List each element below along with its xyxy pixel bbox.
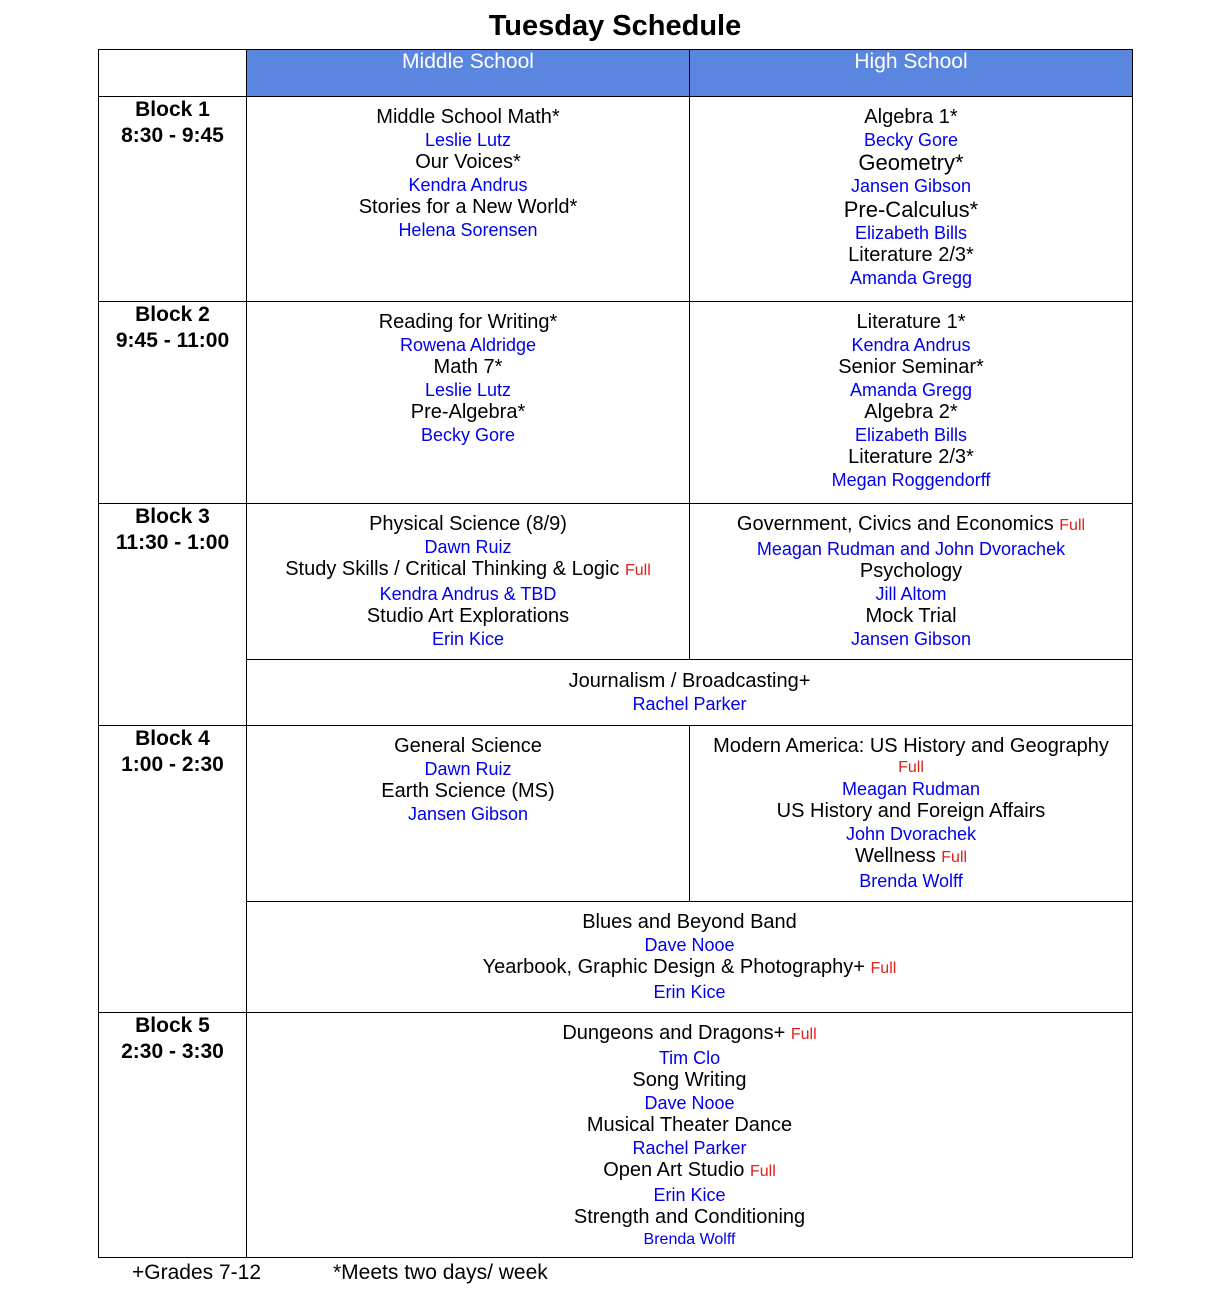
course-title: General Science <box>394 735 542 757</box>
course-line <box>690 513 1132 538</box>
course-title: US History and Foreign Affairs <box>776 800 1046 822</box>
course-title: Our Voices* <box>415 151 521 173</box>
teacher-name: Tim Clo <box>658 1047 721 1068</box>
teacher-name: Leslie Lutz <box>424 379 512 400</box>
course-title: Modern America: US History and Geography <box>713 735 1109 757</box>
course-title: Middle School Math* <box>376 106 560 128</box>
middle-school-cell <box>247 504 690 660</box>
block-time: 2:30 - 3:30 <box>121 1040 224 1063</box>
header-row <box>99 50 1133 97</box>
high-school-header: High School <box>690 50 1133 97</box>
course-title: Government, Civics and Economics <box>736 513 1054 535</box>
teacher-name: Elizabeth Bills <box>854 424 968 445</box>
high-school-cell <box>690 726 1133 902</box>
grades-footnote: +Grades 7-12 <box>132 1261 261 1284</box>
course-title: Stories for a New World* <box>358 196 578 218</box>
teacher-name: Dave Nooe <box>644 934 735 955</box>
teacher-name: Rachel Parker <box>632 1137 747 1158</box>
course-title: Studio Art Explorations <box>366 605 570 627</box>
course-line <box>247 956 1132 981</box>
course-title: Wellness <box>854 845 936 867</box>
block-label <box>99 97 247 302</box>
shared-cell <box>247 1013 1133 1258</box>
schedule-table <box>98 49 1133 1258</box>
meets-footnote: *Meets two days/ week <box>333 1261 548 1284</box>
teacher-name: Helena Sorensen <box>398 219 538 240</box>
shared-cell <box>247 660 1133 726</box>
teacher-name: Meagan Rudman <box>841 778 981 799</box>
block-name: Block 3 <box>135 505 210 528</box>
page-title: Tuesday Schedule <box>488 10 742 42</box>
course-title: Yearbook, Graphic Design & Photography+ <box>482 956 865 978</box>
full-badge: Full <box>1059 517 1086 534</box>
teacher-name: Becky Gore <box>863 129 959 150</box>
block-3-shared-row <box>99 660 1133 726</box>
shared-cell <box>247 902 1133 1013</box>
teacher-name: Dawn Ruiz <box>424 758 512 779</box>
course-line <box>247 1159 1132 1184</box>
teacher-name: Megan Roggendorff <box>831 469 991 490</box>
block-3-row <box>99 504 1133 660</box>
middle-school-cell <box>247 726 690 902</box>
course-title: Geometry* <box>858 150 964 175</box>
course-title: Journalism / Broadcasting+ <box>568 670 811 692</box>
teacher-name: Dawn Ruiz <box>424 536 512 557</box>
block-4-shared-row <box>99 902 1133 1013</box>
middle-school-cell <box>247 302 690 504</box>
course-title: Song Writing <box>632 1069 747 1091</box>
teacher-name: Kendra Andrus <box>851 334 971 355</box>
course-title: Dungeons and Dragons+ <box>562 1022 786 1044</box>
teacher-name: Jansen Gibson <box>850 176 972 196</box>
teacher-name: Kendra Andrus & TBD <box>379 583 557 604</box>
middle-school-cell <box>247 97 690 302</box>
block-time: 1:00 - 2:30 <box>121 753 224 776</box>
course-line <box>247 1022 1132 1047</box>
teacher-name: John Dvorachek <box>845 823 977 844</box>
teacher-name: Becky Gore <box>420 424 516 445</box>
teacher-name: Amanda Gregg <box>849 267 973 288</box>
teacher-name: Dave Nooe <box>644 1092 735 1113</box>
teacher-name: Rowena Aldridge <box>399 334 537 355</box>
teacher-name: Amanda Gregg <box>849 379 973 400</box>
teacher-name: Jill Altom <box>875 583 947 604</box>
course-title: Literature 2/3* <box>848 244 974 266</box>
course-title: Mock Trial <box>865 605 957 627</box>
block-5-row <box>99 1013 1133 1258</box>
course-title: Psychology <box>859 560 963 582</box>
block-label <box>99 302 247 504</box>
course-title: Senior Seminar* <box>838 356 984 378</box>
full-badge: Full <box>941 849 968 866</box>
course-title: Pre-Algebra* <box>410 401 526 423</box>
course-title: Physical Science (8/9) <box>369 513 567 535</box>
block-name: Block 1 <box>135 98 210 121</box>
block-label <box>99 1013 247 1258</box>
course-line <box>247 558 689 583</box>
course-title: Musical Theater Dance <box>586 1114 793 1136</box>
block-label <box>99 726 247 1013</box>
block-2-row <box>99 302 1133 504</box>
course-title: Algebra 2* <box>864 401 958 423</box>
block-4-row <box>99 726 1133 902</box>
full-badge: Full <box>749 1163 776 1180</box>
block-time: 9:45 - 11:00 <box>115 329 230 352</box>
full-badge: Full <box>625 562 651 579</box>
course-title: Math 7* <box>433 356 503 378</box>
course-title: Reading for Writing* <box>378 311 558 333</box>
course-title: Algebra 1* <box>864 106 958 128</box>
teacher-name: Erin Kice <box>653 1184 726 1205</box>
full-badge: Full <box>898 758 924 776</box>
course-title: Open Art Studio <box>603 1159 745 1181</box>
block-label <box>99 504 247 726</box>
teacher-name: Erin Kice <box>431 628 505 649</box>
teacher-name: Erin Kice <box>653 981 726 1002</box>
teacher-name: Brenda Wolff <box>859 870 963 891</box>
course-title: Study Skills / Critical Thinking & Logic <box>285 558 620 580</box>
teacher-name: Kendra Andrus <box>408 174 528 195</box>
corner-cell <box>99 50 247 97</box>
block-name: Block 2 <box>135 303 210 326</box>
teacher-name: Jansen Gibson <box>850 628 972 649</box>
course-line <box>690 845 1132 870</box>
high-school-cell <box>690 302 1133 504</box>
block-name: Block 5 <box>135 1014 210 1037</box>
teacher-name: Rachel Parker <box>632 693 747 714</box>
middle-school-header: Middle School <box>247 50 690 97</box>
block-1-row <box>99 97 1133 302</box>
teacher-name: Brenda Wolff <box>643 1230 736 1248</box>
block-name: Block 4 <box>135 727 210 750</box>
teacher-name: Jansen Gibson <box>407 803 529 824</box>
teacher-name: Meagan Rudman and John Dvorachek <box>756 538 1066 559</box>
full-badge: Full <box>790 1026 817 1043</box>
course-title: Blues and Beyond Band <box>582 911 797 933</box>
course-title: Literature 2/3* <box>848 446 974 468</box>
block-time: 8:30 - 9:45 <box>121 124 224 147</box>
teacher-name: Elizabeth Bills <box>854 222 968 243</box>
block-time: 11:30 - 1:00 <box>115 531 230 554</box>
course-title: Strength and Conditioning <box>573 1206 806 1228</box>
teacher-name: Leslie Lutz <box>424 129 512 150</box>
course-title: Earth Science (MS) <box>381 780 555 802</box>
course-title: Pre-Calculus* <box>843 196 979 222</box>
full-badge: Full <box>870 960 897 977</box>
high-school-cell <box>690 504 1133 660</box>
high-school-cell <box>690 97 1133 302</box>
course-title: Literature 1* <box>856 311 966 333</box>
